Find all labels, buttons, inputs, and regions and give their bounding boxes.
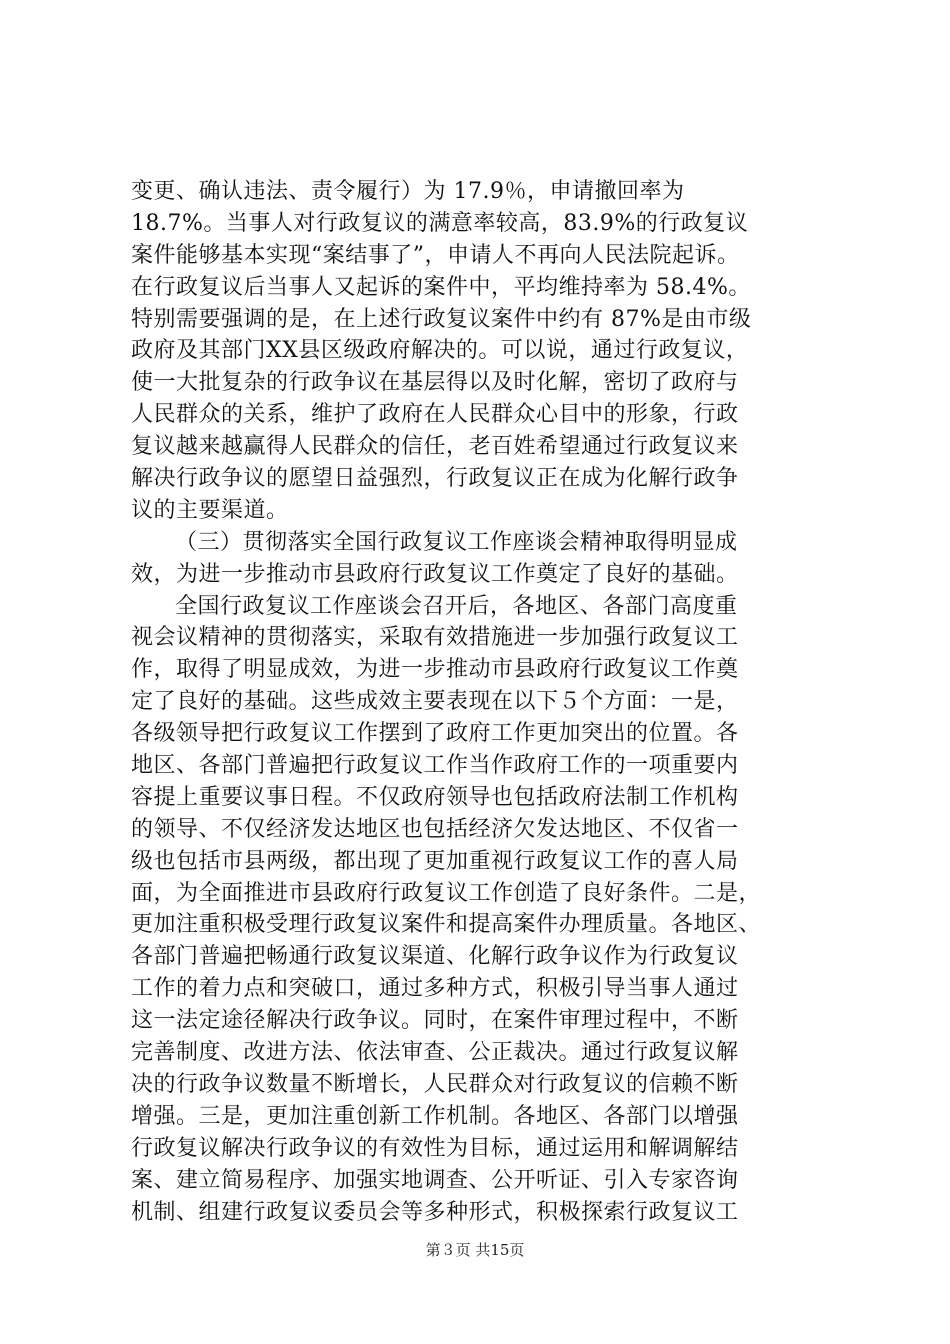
text-line: 案、建立简易程序、加强实地调查、公开听证、引入专家咨询 (131, 1167, 739, 1193)
text-line: 政府及其部门XX县区级政府解决的。可以说，通过行政复议， (131, 338, 749, 364)
text-line: 机制、组建行政复议委员会等多种形式，积极探索行政复议工 (131, 1199, 739, 1225)
text-line: 全国行政复议工作座谈会召开后，各地区、各部门高度重 (175, 593, 738, 619)
text-line: 地区、各部门普遍把行政复议工作当作政府工作的一项重要内 (131, 753, 739, 779)
text-line: 的领导、不仅经济发达地区也包括经济欠发达地区、不仅省一 (131, 816, 739, 842)
text-line: 议的主要渠道。 (131, 497, 289, 523)
text-line: 解决行政争议的愿望日益强烈，行政复议正在成为化解行政争 (131, 466, 739, 492)
text-line: 各级领导把行政复议工作摆到了政府工作更加突出的位置。各 (131, 721, 739, 747)
text-line: 更加注重积极受理行政复议案件和提高案件办理质量。各地区、 (131, 912, 762, 938)
page-footer: 第３页 共15页 (425, 1241, 525, 1259)
text-line: 案件能够基本实现“案结事了”，申请人不再向人民法院起诉。 (131, 242, 740, 268)
text-line: 工作的着力点和突破口，通过多种方式，积极引导当事人通过 (131, 976, 739, 1002)
text-line: 变更、确认违法、责令履行）为 17.9％，申请撤回率为 (131, 179, 685, 204)
text-line: 使一大批复杂的行政争议在基层得以及时化解，密切了政府与 (131, 370, 739, 396)
text-line: 面，为全面推进市县政府行政复议工作创造了良好条件。二是， (131, 880, 762, 906)
text-line: 决的行政争议数量不断增长，人民群众对行政复议的信赖不断 (131, 1071, 739, 1097)
text-line: 作，取得了明显成效，为进一步推动市县政府行政复议工作奠 (131, 657, 739, 683)
text-line: 特别需要强调的是，在上述行政复议案件中约有 87%是由市级 (131, 306, 752, 332)
body-text (131, 176, 831, 1228)
text-line: 18.7%。当事人对行政复议的满意率较高，83.9%的行政复议 (131, 210, 749, 236)
text-line: 完善制度、改进方法、依法审查、公正裁决。通过行政复议解 (131, 1040, 739, 1066)
text-line: 增强。三是，更加注重创新工作机制。各地区、各部门以增强 (131, 1103, 739, 1129)
text-line: 在行政复议后当事人又起诉的案件中，平均维持率为 58.4%。 (131, 274, 751, 300)
text-line: 各部门普遍把畅通行政复议渠道、化解行政争议作为行政复议 (131, 944, 739, 970)
text-line: 这一法定途径解决行政争议。同时，在案件审理过程中，不断 (131, 1008, 739, 1034)
section-heading-line: 效，为进一步推动市县政府行政复议工作奠定了良好的基础。 (131, 561, 739, 587)
text-line: 定了良好的基础。这些成效主要表现在以下５个方面：一是， (131, 689, 739, 715)
text-line: 视会议精神的贯彻落实，采取有效措施进一步加强行政复议工 (131, 625, 739, 651)
text-line: 行政复议解决行政争议的有效性为目标，通过运用和解调解结 (131, 1135, 739, 1161)
text-line: 复议越来越赢得人民群众的信任，老百姓希望通过行政复议来 (131, 434, 739, 460)
section-heading-line: （三）贯彻落实全国行政复议工作座谈会精神取得明显成 (175, 529, 738, 555)
text-line: 容提上重要议事日程。不仅政府领导也包括政府法制工作机构 (131, 784, 739, 810)
text-line: 级也包括市县两级，都出现了更加重视行政复议工作的喜人局 (131, 848, 739, 874)
text-line: 人民群众的关系，维护了政府在人民群众心目中的形象，行政 (131, 402, 739, 428)
